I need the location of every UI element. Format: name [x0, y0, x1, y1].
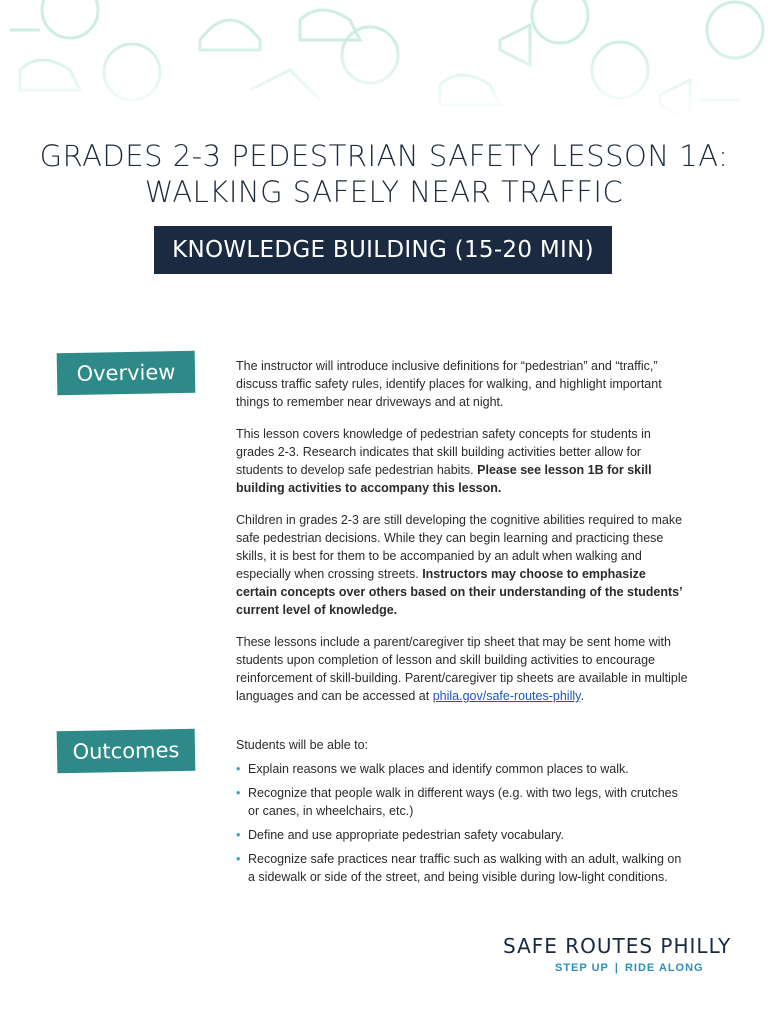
list-item: • Define and use appropriate pedestrian safety vocabulary.	[236, 828, 564, 842]
bike-pattern-header	[0, 0, 768, 120]
outcomes-list	[236, 760, 688, 886]
outcomes-tag: Outcomes	[57, 729, 196, 773]
safe-routes-philly-logo	[503, 934, 732, 974]
bullet-icon: •	[236, 852, 241, 866]
outcomes-section	[236, 736, 688, 892]
bold-note: Instructors may choose to emphasize certain concepts over others based on their understanding of the students’ current level of knowledge.	[236, 567, 682, 617]
bullet-icon: •	[236, 762, 241, 776]
safe-routes-link[interactable]: phila.gov/safe-routes-philly	[432, 689, 581, 703]
page-title-line2: WALKING SAFELY NEAR TRAFFIC	[144, 175, 624, 209]
outcomes-intro: Students will be able to:	[236, 738, 369, 752]
list-item: • Explain reasons we walk places and identify common places to walk.	[236, 762, 629, 776]
overview-paragraph-4: These lessons include a parent/caregiver tip sheet that may be sent home with students upon completion of lesson and skill building activities to encourage reinforcement of skill-building. Parent/caregiver tip sheets are available in multiple languages and can be accessed at phila.gov/safe-routes-philly.	[236, 635, 688, 703]
list-item: • Recognize safe practices near traffic such as walking with an adult, walking on a sidewalk or side of the street, and being visible during low-light conditions.	[236, 852, 682, 884]
overview-paragraph-2: This lesson covers knowledge of pedestrian safety concepts for students in grades 2-3. Research indicates that skill building activities better allow for students to develop safe pedestrian habits. Please see lesson 1B for skill building activities to accompany this lesson.	[236, 427, 652, 495]
list-item: • Recognize that people walk in different ways (e.g. with two legs, with crutches or canes, in wheelchairs, etc.)	[236, 786, 678, 818]
overview-paragraph-3: Children in grades 2-3 are still developing the cognitive abilities required to make safe pedestrian decisions. While they can begin learning and practicing these skills, it is best for them to be accompanied by an adult when walking and especially when crossing streets. Instructors may choose to emphasize certain concepts over others based on their understanding of the students’ current level of knowledge.	[236, 513, 683, 617]
overview-tag: Overview	[57, 351, 196, 395]
bold-note: Please see lesson 1B for skill building activities to accompany this lesson.	[236, 463, 652, 495]
page-title	[0, 138, 768, 210]
section-banner: KNOWLEDGE BUILDING (15-20 MIN)	[154, 226, 612, 274]
logo-wordmark: SAFE ROUTES PHILLY	[503, 934, 732, 958]
bullet-icon: •	[236, 828, 241, 842]
bullet-icon: •	[236, 786, 241, 800]
overview-paragraph-1: The instructor will introduce inclusive definitions for “pedestrian” and “traffic,” discuss traffic safety rules, identify places for walking, and highlight important things to remember near driveways and at night.	[236, 359, 662, 409]
page-title-line1: GRADES 2-3 PEDESTRIAN SAFETY LESSON 1A:	[39, 139, 729, 173]
overview-section	[236, 357, 688, 719]
bike-wheel-icon	[42, 0, 98, 38]
logo-tagline: STEP UP | RIDE ALONG	[555, 962, 704, 974]
bike-wheel-icon	[532, 0, 588, 43]
